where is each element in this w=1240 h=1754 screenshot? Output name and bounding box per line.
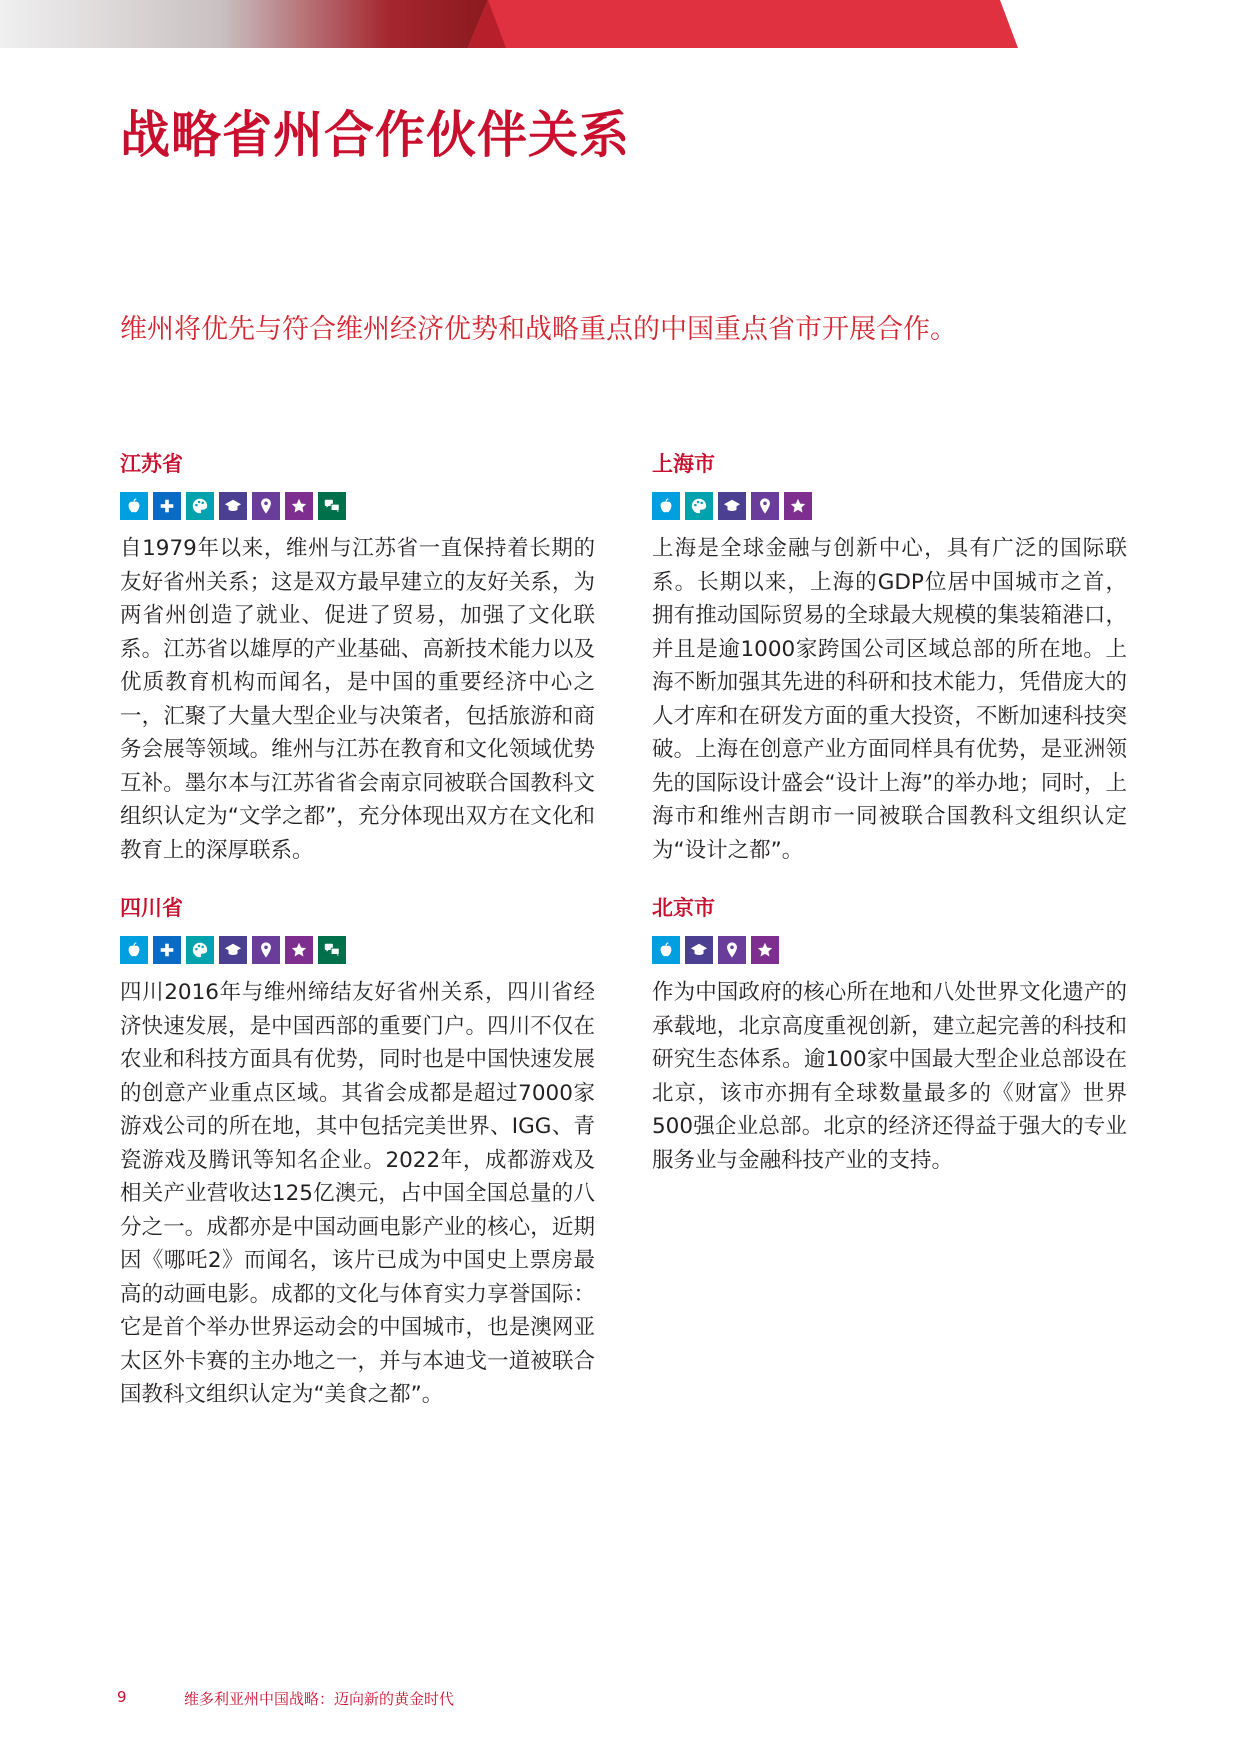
graduation-cap-icon — [219, 492, 247, 520]
section-text: 作为中国政府的核心所在地和八处世界文化遗产的承载地，北京高度重视创新，建立起完善的科技和研究生态体系。逾100家中国最大型企业总部设在北京，该市亦拥有全球数量最多的《财富》世界500强企业总部。北京的经济还得益于强大的专业服务业与金融科技产业的支持。 — [652, 980, 1127, 1173]
plus-icon — [153, 492, 181, 520]
location-pin-icon — [718, 936, 746, 964]
footer-page-number: 9 — [117, 1688, 127, 1706]
section-title: 北京市 — [652, 896, 715, 920]
footer-doc-title: 维多利亚州中国战略：迈向新的黄金时代 — [184, 1690, 455, 1708]
apple-icon — [120, 492, 148, 520]
icon-row — [652, 492, 1127, 520]
location-pin-icon — [252, 936, 280, 964]
section-shanghai — [652, 446, 1127, 867]
section-sichuan — [120, 890, 595, 1412]
icon-row — [120, 492, 595, 520]
section-text: 四川2016年与维州缔结友好省州关系，四川省经济快速发展，是中国西部的重要门户。四川不仅在农业和科技方面具有优势，同时也是中国快速发展的创意产业重点区域。其省会成都是超过7000家游戏公司的所在地，其中包括完美世界、IGG、青瓷游戏及腾讯等知名企业。2022年，成都游戏及相关产业营收达125亿澳元，占中国全国总量的八分之一。成都亦是中国动画电影产业的核心，近期因《哪吒2》而闻名，该片已成为中国史上票房最高的动画电影。成都的文化与体育实力享誉国际：它是首个举办世界运动会的中国城市，也是澳网亚太区外卡赛的主办地之一，并与本迪戈一道被联合国教科文组织认定为“美食之都”。 — [120, 980, 595, 1407]
apple-icon — [652, 492, 680, 520]
star-icon — [285, 492, 313, 520]
location-pin-icon — [751, 492, 779, 520]
graduation-cap-icon — [685, 936, 713, 964]
icon-row — [652, 936, 1127, 964]
section-title: 上海市 — [652, 452, 715, 476]
star-icon — [285, 936, 313, 964]
section-title: 四川省 — [120, 896, 183, 920]
location-pin-icon — [252, 492, 280, 520]
palette-icon — [186, 492, 214, 520]
star-icon — [751, 936, 779, 964]
graduation-cap-icon — [718, 492, 746, 520]
plus-icon — [153, 936, 181, 964]
section-text: 自1979年以来，维州与江苏省一直保持着长期的友好省州关系；这是双方最早建立的友好关系，为两省州创造了就业、促进了贸易，加强了文化联系。江苏省以雄厚的产业基础、高新技术能力以及优质教育机构而闻名，是中国的重要经济中心之一，汇聚了大量大型企业与决策者，包括旅游和商务会展等领域。维州与江苏在教育和文化领域优势互补。墨尔本与江苏省省会南京同被联合国教科文组织认定为“文学之都”，充分体现出双方在文化和教育上的深厚联系。 — [120, 536, 595, 863]
palette-icon — [685, 492, 713, 520]
icon-row — [120, 936, 595, 964]
top-banner — [0, 0, 1240, 48]
page-title: 战略省州合作伙伴关系 — [120, 106, 630, 164]
section-text: 上海是全球金融与创新中心，具有广泛的国际联系。长期以来，上海的GDP位居中国城市之首，拥有推动国际贸易的全球最大规模的集装箱港口，并且是逾1000家跨国公司区域总部的所在地。上海不断加强其先进的科研和技术能力，凭借庞大的人才库和在研发方面的重大投资，不断加速科技突破。上海在创意产业方面同样具有优势，是亚洲领先的国际设计盛会“设计上海”的举办地；同时，上海市和维州吉朗市一同被联合国教科文组织认定为“设计之都”。 — [652, 536, 1127, 863]
section-jiangsu — [120, 446, 595, 867]
palette-icon — [186, 936, 214, 964]
apple-icon — [652, 936, 680, 964]
intro-text: 维州将优先与符合维州经济优势和战略重点的中国重点省市开展合作。 — [120, 314, 957, 345]
apple-icon — [120, 936, 148, 964]
people-chat-icon — [318, 936, 346, 964]
graduation-cap-icon — [219, 936, 247, 964]
section-title: 江苏省 — [120, 452, 183, 476]
section-beijing — [652, 890, 1127, 1177]
people-chat-icon — [318, 492, 346, 520]
star-icon — [784, 492, 812, 520]
